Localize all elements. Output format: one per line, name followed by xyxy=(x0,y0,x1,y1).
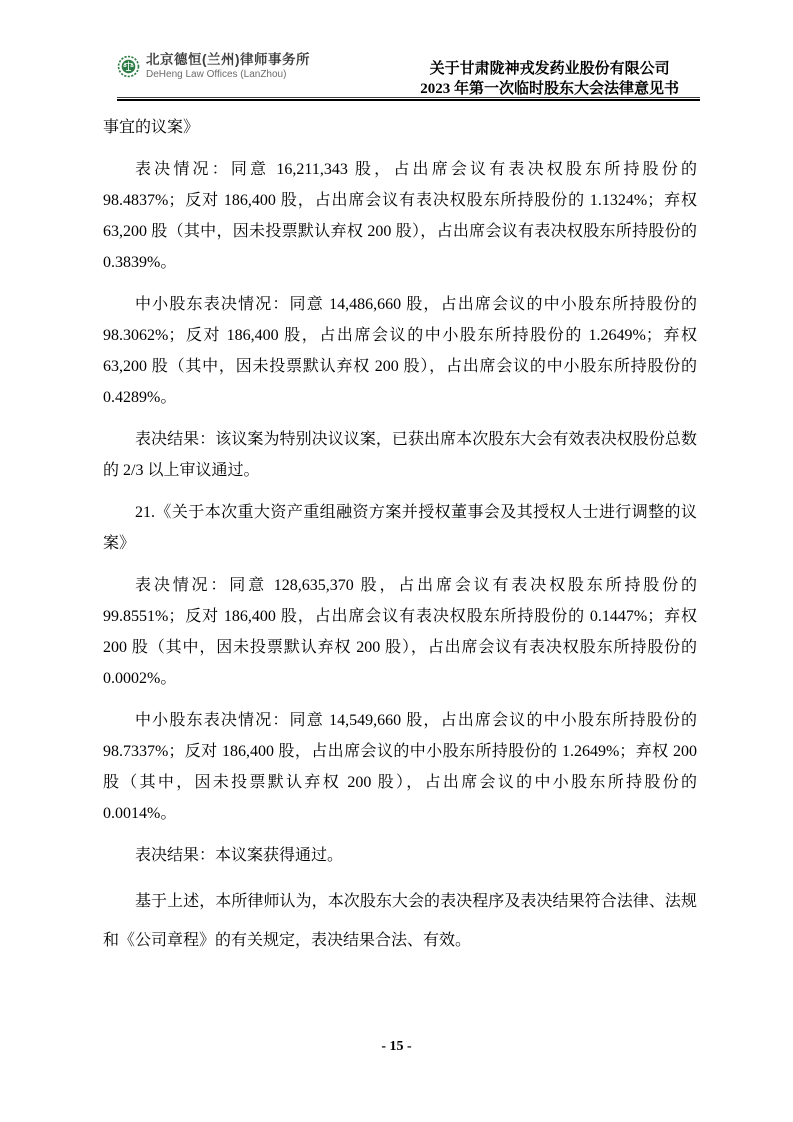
header-rule xyxy=(117,97,700,101)
vote-result-paragraph-21: 表决结果：本议案获得通过。 xyxy=(135,847,344,864)
document-title xyxy=(420,52,679,99)
page-footer xyxy=(0,1038,793,1056)
vote-status-paragraph-21: 表决情况：同意 128,635,370 股，占出席会议有表决权股东所持股份的 99.8551%；反对 186,400 股，占出席会议有表决权股东所持股份的 0.1447%；弃权 200 股（其中，因未投票默认弃权 200 股），占出席会议有表决权股东所持股份的 0.0002%。 xyxy=(103,577,697,687)
law-firm-brand xyxy=(117,52,310,81)
minority-vote-paragraph-21: 中小股东表决情况：同意 14,549,660 股，占出席会议的中小股东所持股份的 98.7337%；反对 186,400 股，占出席会议的中小股东所持股份的 1.2649%；弃权 200 股（其中，因未投票默认弃权 200 股），占出席会议的中小股东所持股份的 0.0014%。 xyxy=(103,712,697,822)
lawyer-conclusion-paragraph: 基于上述，本所律师认为，本次股东大会的表决程序及表决结果符合法律、法规和《公司章程》的有关规定，表决结果合法、有效。 xyxy=(103,893,697,949)
document-title-line1: 关于甘肃陇神戎发药业股份有限公司 xyxy=(429,61,670,77)
page-header xyxy=(117,52,700,99)
deheng-logo-icon xyxy=(117,55,140,78)
firm-name-en: DeHeng Law Offices (LanZhou) xyxy=(146,69,287,80)
proposal-title-continuation: 事宜的议案》 xyxy=(103,119,200,136)
page-number: - 15 - xyxy=(381,1039,412,1054)
document-title-line2: 2023 年第一次临时股东大会法律意见书 xyxy=(420,81,679,97)
vote-result-paragraph-20: 表决结果：该议案为特别决议议案，已获出席本次股东大会有效表决权股份总数的 2/3 以上审议通过。 xyxy=(103,431,697,479)
law-firm-names xyxy=(146,52,310,81)
vote-status-paragraph-20: 表决情况：同意 16,211,343 股，占出席会议有表决权股东所持股份的 98.4837%；反对 186,400 股，占出席会议有表决权股东所持股份的 1.1324%；弃权 63,200 股（其中，因未投票默认弃权 200 股），占出席会议有表决权股东所持股份的 0.3839%。 xyxy=(103,161,697,271)
minority-vote-paragraph-20: 中小股东表决情况：同意 14,486,660 股，占出席会议的中小股东所持股份的 98.3062%；反对 186,400 股，占出席会议的中小股东所持股份的 1.2649%；弃权 63,200 股（其中，因未投票默认弃权 200 股），占出席会议的中小股东所持股份的 0.4289%。 xyxy=(103,296,697,406)
document-body xyxy=(103,112,697,971)
firm-name-cn: 北京德恒(兰州)律师事务所 xyxy=(146,52,310,67)
proposal-21-title: 21.《关于本次重大资产重组融资方案并授权董事会及其授权人士进行调整的议案》 xyxy=(103,504,697,552)
